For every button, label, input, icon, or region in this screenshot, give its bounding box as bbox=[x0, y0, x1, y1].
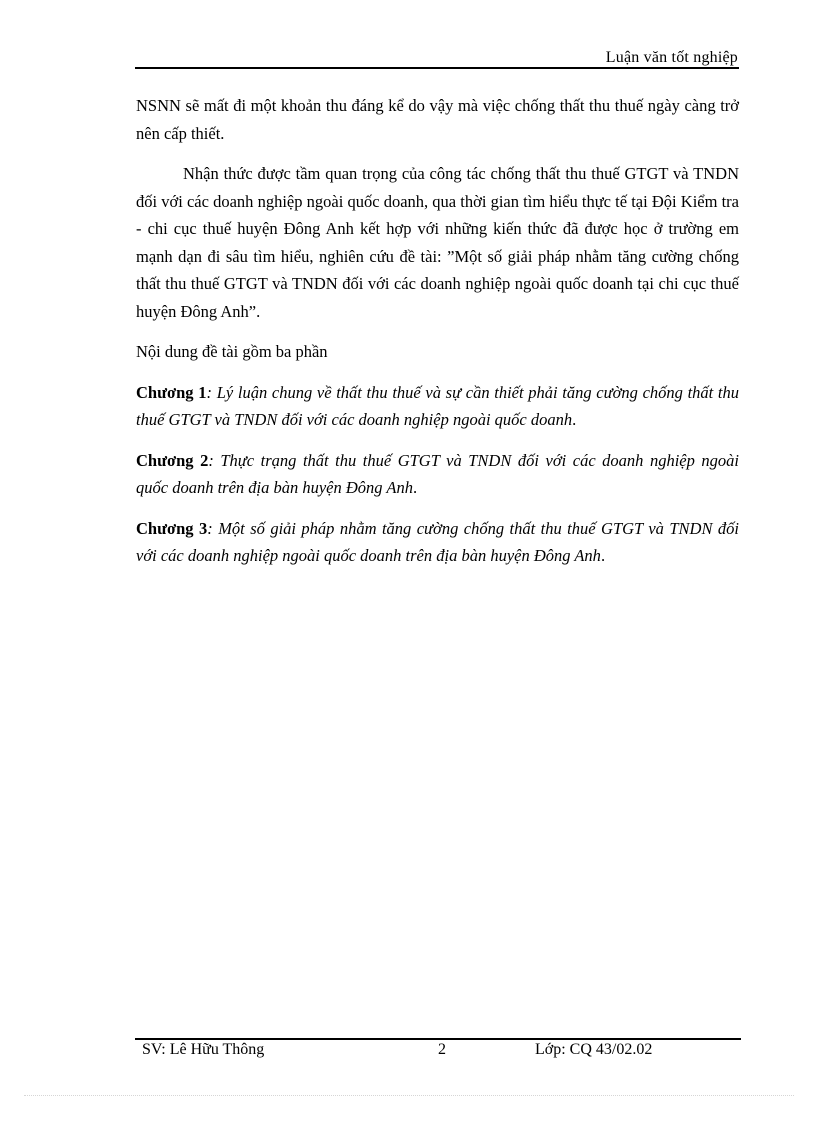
chapter-1-separator: : bbox=[206, 382, 217, 402]
header-divider bbox=[135, 67, 739, 69]
paragraph-1: NSNN sẽ mất đi một khoản thu đáng kể do vậy mà việc chống thất thu thuế ngày càng trở nên cấp thiết. bbox=[136, 96, 739, 143]
page-bottom-border bbox=[24, 1095, 794, 1096]
chapter-2-text: Thực trạng thất thu thuế GTGT và TNDN đối với các doanh nghiệp ngoài quốc doanh trên địa bàn huyện Đông Anh bbox=[136, 450, 739, 497]
chapter-3-text: Một số giải pháp nhằm tăng cường chống thất thu thuế GTGT và TNDN đối với các doanh nghiệp ngoài quốc doanh trên địa bàn huyện Đông Anh bbox=[136, 518, 739, 565]
chapter-2-end: . bbox=[412, 478, 418, 497]
paragraph-2: Nhận thức được tầm quan trọng của công tác chống thất thu thuế GTGT và TNDN đối với các doanh nghiệp ngoài quốc doanh, qua thời gian tìm hiểu thực tế tại Đội Kiểm tra - chi cục thuế huyện Đông Anh kết hợp với những kiến thức đã được học ở trường em mạnh dạn đi sâu tìm hiểu, nghiên cứu đề tài: ”Một số giải pháp nhằm tăng cường chống thất thu thuế GTGT và TNDN đối với các doanh nghiệp ngoài quốc doanh tại chi cục thuế huyện Đông Anh”. bbox=[136, 164, 739, 321]
chapter-3-label: Chương 3 bbox=[136, 518, 208, 538]
chapter-2-label: Chương 2 bbox=[136, 450, 209, 470]
chapter-1-text: Lý luận chung về thất thu thuế và sự cần thiết phải tăng cường chống thất thu thuế GTGT và TNDN đối với các doanh nghiệp ngoài quốc doanh bbox=[136, 382, 740, 429]
footer-divider bbox=[135, 1038, 741, 1040]
paragraph-3: Nội dung đề tài gồm ba phần bbox=[136, 342, 328, 361]
chapter-3 bbox=[136, 515, 739, 570]
header-title: Luận văn tốt nghiệp bbox=[605, 49, 738, 66]
chapter-2-separator: : bbox=[208, 450, 221, 470]
chapter-3-separator: : bbox=[207, 518, 219, 538]
footer-class: Lớp: CQ 43/02.02 bbox=[535, 1041, 653, 1058]
chapter-1-end: . bbox=[572, 410, 577, 429]
footer-student-name: SV: Lê Hữu Thông bbox=[142, 1041, 265, 1058]
chapter-3-end: . bbox=[600, 546, 606, 565]
chapter-1 bbox=[136, 379, 739, 434]
page-number: 2 bbox=[438, 1041, 446, 1058]
chapter-1-label: Chương 1 bbox=[136, 382, 207, 402]
document-body bbox=[136, 92, 739, 583]
chapter-2 bbox=[136, 447, 739, 502]
